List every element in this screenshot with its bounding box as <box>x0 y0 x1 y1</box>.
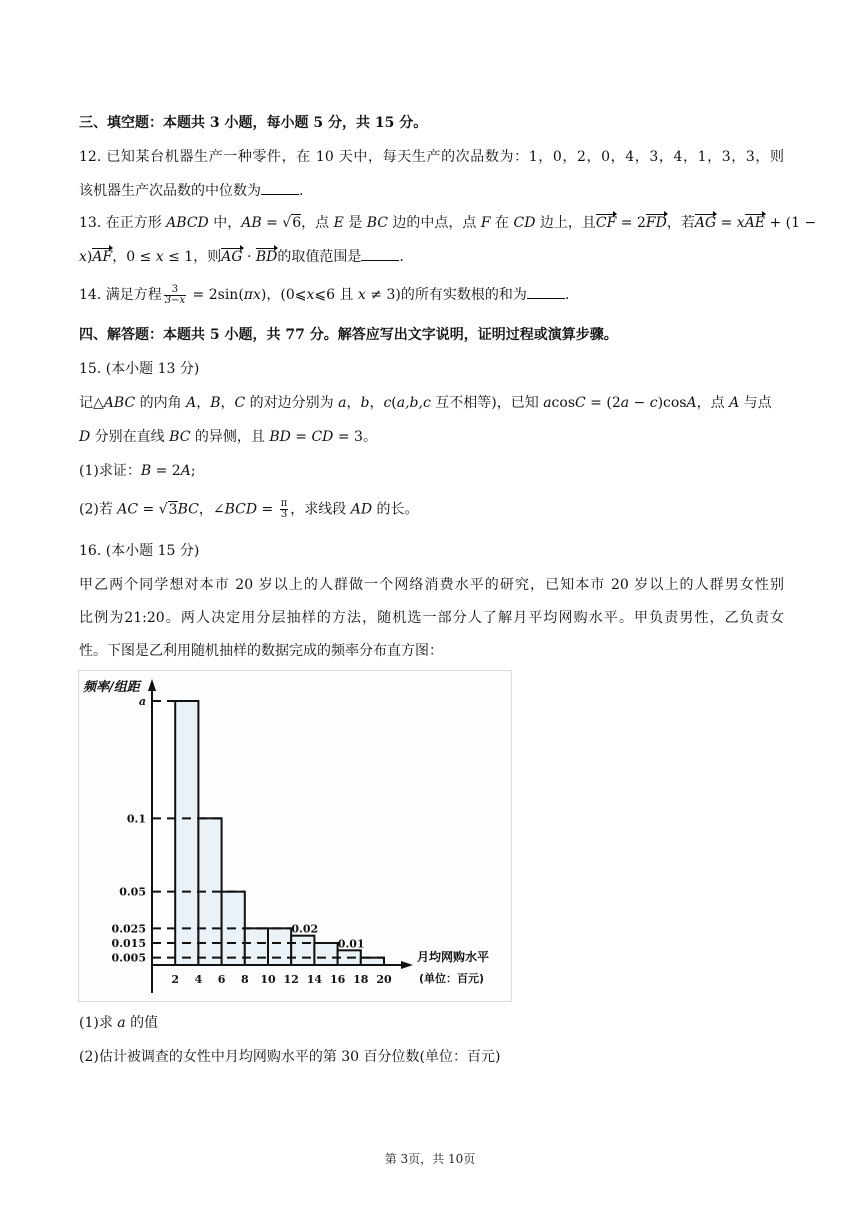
q15-sub1: (1)求证：B = 2A; <box>79 463 196 479</box>
histogram-bar <box>175 701 198 965</box>
q16-line3: 性。下图是乙利用随机抽样的数据完成的频率分布直方图： <box>79 643 443 659</box>
histogram-figure <box>78 670 512 1002</box>
histogram-bar <box>361 958 384 965</box>
x-tick-label: 20 <box>376 973 392 986</box>
q15-line2: D 分别在直线 BC 的异侧，且 BD = CD = 3。 <box>79 429 377 445</box>
section4-heading: 四、解答题：本题共 5 小题，共 77 分。解答应写出文字说明，证明过程或演算步骤。 <box>79 327 618 343</box>
x-tick-label: 6 <box>217 973 226 986</box>
fraction: $\frac{\pi}{3}$ <box>280 498 288 520</box>
y-tick-label: 0.005 <box>111 951 146 965</box>
page-footer: 第 3页，共 10页 <box>384 1152 476 1166</box>
y-tick-label: 0.025 <box>111 922 146 936</box>
x-tick-label: 12 <box>283 973 299 986</box>
y-tick-label: 0.05 <box>119 885 146 899</box>
q13-line1: 13. 在正方形 ABCD 中，AB = √6，点 E 是 BC 边的中点，点 F 在 CD 边上，且CF = 2FD，若AG = xAE + (1 − <box>79 215 817 231</box>
answer-blank <box>261 180 299 195</box>
x-tick-label: 2 <box>171 973 180 986</box>
histogram-bar <box>268 928 291 965</box>
q16-line1: 甲乙两个同学想对本市 20 岁以上的人群做一个网络消费水平的研究，已知本市 20 岁以上的人群男女性别 <box>79 577 784 593</box>
q14-line: 14. 满足方程 $\frac{3}{3-x}$ = 2sin(πx)，(0⩽x⩽6 且 x ≠ 3)的所有实数根的和为 . <box>79 283 570 306</box>
y-tick-label: 0.1 <box>126 812 146 826</box>
x-tick-label: 18 <box>353 973 369 986</box>
x-axis-unit: (单位：百元) <box>419 972 485 985</box>
x-tick-label: 10 <box>260 973 276 986</box>
section3-heading: 三、填空题：本题共 3 小题，每小题 5 分，共 15 分。 <box>79 115 428 131</box>
y-tick-label: a <box>138 695 146 708</box>
q12-line2: 该机器生产次品数的中位数为 . <box>79 180 784 201</box>
y-axis-arrow <box>148 679 156 691</box>
histogram-bar <box>245 928 268 965</box>
fraction: $\frac{3}{3-x}$ <box>164 283 186 306</box>
data-label: 0.01 <box>337 937 365 951</box>
q16-sub1: (1)求 a 的值 <box>79 1015 159 1031</box>
x-tick-label: 4 <box>194 973 203 986</box>
q15-title: 15. (本小题 13 分) <box>79 361 200 377</box>
q12-line1: 12. 已知某台机器生产一种零件，在 10 天中，每天生产的次品数为：1，0，2，0，4，3，4，1，3，3，则 <box>79 149 784 165</box>
answer-blank <box>361 246 399 261</box>
q16-sub2: (2)估计被调查的女性中月均网购水平的第 30 百分位数(单位：百元) <box>79 1049 501 1065</box>
x-tick-label: 8 <box>240 973 249 986</box>
q15-sub2: (2)若 AC = √3BC，∠BCD = $\frac{\pi}{3}$ ，求线段 AD 的长。 <box>79 498 419 520</box>
y-axis-label: 频率/组距 <box>83 680 140 695</box>
x-axis-arrow <box>401 961 413 969</box>
histogram-bar <box>314 943 337 965</box>
q15-line1: 记△ABC 的内角 A，B，C 的对边分别为 a，b，c(a,b,c 互不相等)，已知 acosC = (2a − c)cosA，点 A 与点 <box>79 395 772 411</box>
q13-line2: x)AF，0 ≤ x ≤ 1，则AG · BD的取值范围是 . <box>79 246 784 267</box>
x-tick-label: 16 <box>329 973 346 986</box>
q16-line2: 比例为21:20。两人决定用分层抽样的方法，随机选一部分人了解月平均网购水平。甲负责男性，乙负责女 <box>79 610 784 626</box>
data-label: 0.02 <box>291 922 319 936</box>
q16-title: 16. (本小题 15 分) <box>79 543 200 559</box>
y-tick-label: 0.015 <box>111 937 146 950</box>
histogram-bar <box>291 936 314 965</box>
frequency-histogram <box>79 671 511 1001</box>
answer-blank <box>527 284 565 299</box>
x-axis-label: 月均网购水平 <box>417 950 490 964</box>
x-tick-label: 14 <box>306 973 323 986</box>
